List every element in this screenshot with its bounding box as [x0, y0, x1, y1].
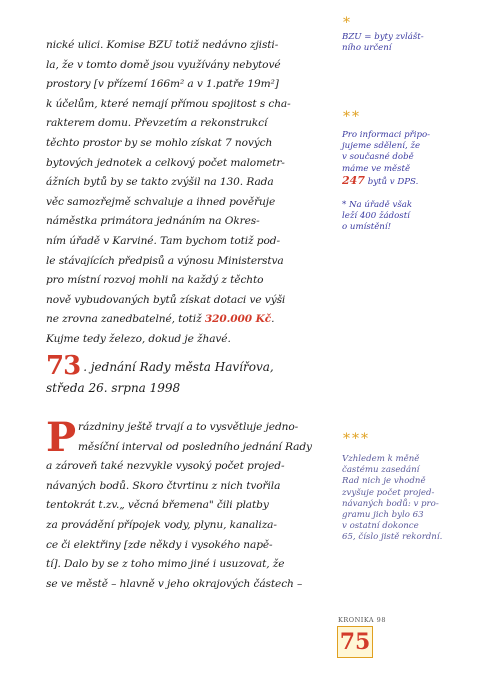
- text-line: k účelům, které nemají přímou spojitost s cha-: [46, 97, 291, 110]
- note-line: ního určení: [342, 43, 392, 54]
- text-line: pro místní rozvoj mohli na každý z těchto: [46, 274, 264, 287]
- text-line: návaných bodů. Skoro čtvrtinu z nich tvořila: [46, 479, 281, 492]
- text-line: tí]. Dalo by se z toho mimo jiné i usuzovat, že: [46, 558, 285, 571]
- note-line: leží 400 žádostí: [342, 211, 410, 222]
- meeting-number: 73: [46, 351, 81, 381]
- page-number-box: [337, 626, 373, 658]
- footnote-star-icon: **: [343, 109, 361, 125]
- side-note-2b: [342, 200, 460, 234]
- text-line: ním úřadě v Karviné. Tam bychom totiž pod-: [46, 234, 280, 247]
- note-line: [342, 175, 460, 188]
- side-note-1: [342, 32, 460, 54]
- text-line: měsíční interval od posledního jednání Rady: [77, 440, 312, 453]
- text-line: a zároveň také nezvykle vysoký počet projed-: [46, 460, 285, 473]
- note-line: 65, číslo jistě rekordní.: [342, 532, 443, 543]
- text-line: tentokrát t.zv.„ věcná břemena" čili platby: [46, 499, 269, 512]
- note-line: Rad nich je vhodně: [342, 476, 426, 487]
- page-number: 75: [339, 629, 371, 655]
- note-line: jujeme sdělení, že: [342, 141, 421, 152]
- meeting-heading: [46, 351, 330, 399]
- side-note-3: [342, 454, 460, 544]
- drop-cap: P: [46, 414, 76, 461]
- note-line: Pro informaci připo-: [342, 130, 431, 140]
- text-line: rakterem domu. Převzetím a rekonstrukcí: [46, 117, 268, 130]
- text-line: nově vybudovaných bytů získat dotaci ve výši: [46, 293, 286, 306]
- text-line: náměstka primátora jednáním na Okres-: [46, 215, 260, 228]
- text-line: rázdniny ještě trvají a to vysvětluje jedno-: [77, 421, 299, 433]
- note-line: * Na úřadě však: [342, 200, 413, 210]
- footnote-star-icon: *: [343, 15, 352, 31]
- footnote-star-icon: ***: [343, 431, 370, 447]
- note-line: návaných bodů: v pro-: [342, 498, 439, 509]
- text-line: věc samozřejmě schvaluje a ihned pověřuje: [46, 195, 276, 208]
- note-line: zvyšuje počet projed-: [342, 487, 435, 498]
- note-line: BZU = byty zvlášt-: [342, 32, 424, 42]
- note-line: v ostatní dokonce: [342, 521, 419, 532]
- text-line: ne zrovna zanedbatelné, totiž 320.000 Kč.: [46, 313, 275, 326]
- dps-count: 247: [342, 173, 365, 187]
- text-line: Kujme tedy železo, dokud je žhavé.: [46, 332, 231, 345]
- paragraph-1: [46, 36, 330, 350]
- chronicle-label: KRONIKA 98: [338, 616, 386, 624]
- text-fragment: ne zrovna zanedbatelné, totiž: [46, 313, 202, 326]
- text-line: le stávajících předpisů a výnosu Ministerstva: [46, 254, 284, 267]
- text-line: těchto prostor by se mohlo získat 7 nových: [46, 136, 273, 149]
- side-note-2: [342, 130, 460, 188]
- text-line: la, že v tomto domě jsou využívány nebytové: [46, 58, 281, 71]
- text-line: ážních bytů by se takto zvýšil na 130. Rada: [46, 176, 274, 189]
- amount-highlight: 320.000 Kč: [204, 313, 272, 326]
- note-line: častému zasedání: [342, 465, 420, 476]
- heading-line-1: [46, 351, 330, 381]
- note-line: v současné době: [342, 152, 414, 163]
- text-line: bytových jednotek a celkový počet malometr-: [46, 156, 285, 169]
- note-line: máme ve městě: [342, 163, 411, 174]
- text-line: za provádění přípojek vody, plynu, kanaliza-: [46, 518, 277, 531]
- heading-line-2: středa 26. srpna 1998: [46, 381, 181, 395]
- note-line: gramu jich bylo 63: [342, 510, 424, 521]
- note-line: o umístění!: [342, 222, 392, 233]
- text-line: se ve městě – hlavně v jeho okrajových částech –: [46, 577, 303, 590]
- heading-text: . jednání Rady města Havířova,: [83, 360, 274, 374]
- text-line: nické ulici. Komise BZU totiž nedávno zjisti-: [46, 39, 279, 51]
- text-line: prostory [v přízemí 166m² a v 1.patře 19m²]: [46, 78, 279, 91]
- text-line: ce či elektřiny [zde někdy i vysokého napě-: [46, 538, 273, 551]
- paragraph-2: [46, 414, 330, 594]
- note-line: Vzhledem k měně: [342, 454, 420, 464]
- note-text: bytů v DPS.: [367, 176, 419, 187]
